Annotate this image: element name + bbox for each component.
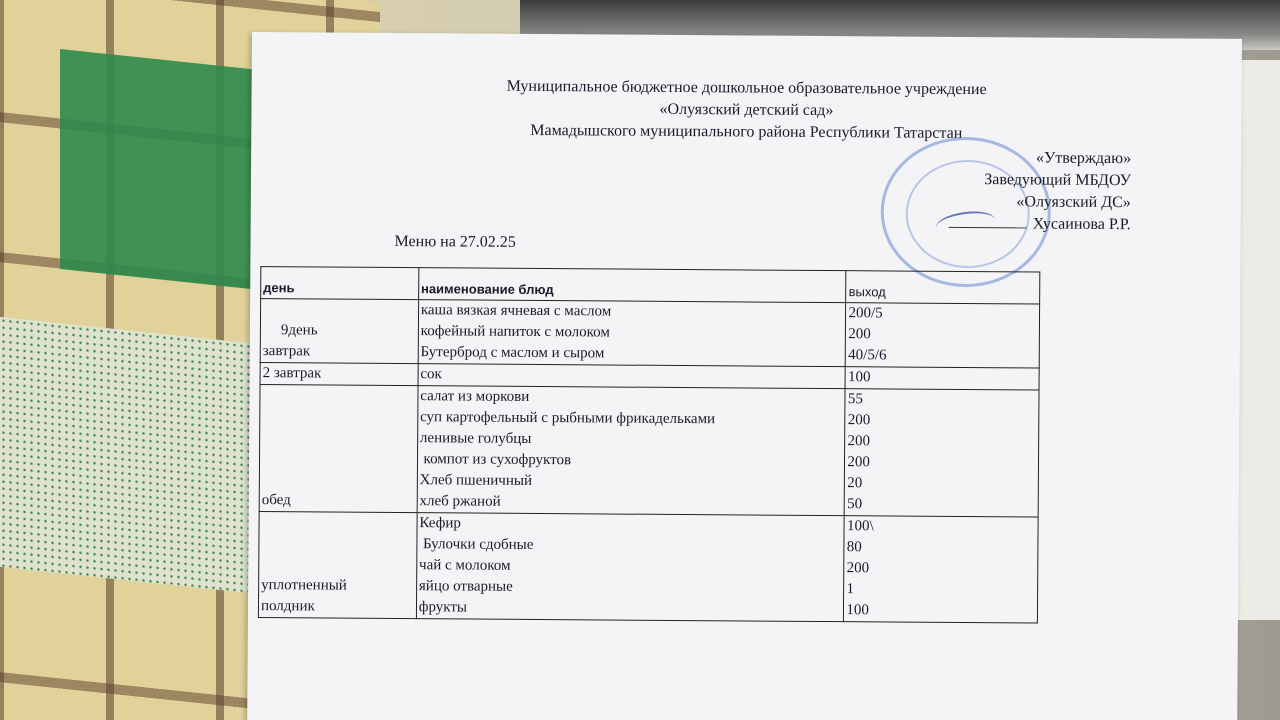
output-value: 20 [847, 475, 863, 492]
meal-line: 9день [280, 322, 318, 339]
dish-item: Хлеб пшеничный [419, 472, 533, 489]
header-day: день [261, 267, 419, 300]
header-output: выход [846, 271, 1040, 304]
folder-green-panel [60, 49, 270, 291]
approval-signer-line [949, 213, 1131, 236]
menu-table [258, 266, 1040, 623]
meal-cell [259, 385, 418, 513]
dishes-cell [417, 386, 846, 516]
output-value: 80 [846, 539, 862, 556]
menu-document [247, 32, 1242, 720]
meal-line: уплотненный [261, 577, 347, 594]
dish-item: чай с молоком [419, 557, 511, 574]
dish-item: Бутерброд с маслом и сыром [420, 344, 605, 362]
signature-line [949, 227, 1027, 229]
output-cell [845, 367, 1039, 390]
dish-item: кофейный напиток с молоком [420, 323, 610, 341]
meal-line: 2 завтрак [262, 365, 322, 382]
dish-item: Кефир [419, 515, 461, 532]
output-value: 1 [846, 581, 855, 598]
output-value: 100 [846, 602, 869, 619]
output-value: 200 [847, 454, 870, 471]
header-line-1: Муниципальное бюджетное дошкольное образовательное учреждение [506, 77, 987, 99]
output-value: 200 [847, 433, 871, 450]
output-value: 200 [847, 412, 871, 429]
approval-line-1: «Утверждаю» [1035, 149, 1132, 168]
dishes-cell [418, 300, 846, 367]
header-dishes: наименование блюд [418, 268, 846, 303]
output-value: 100\ [846, 518, 874, 535]
approval-line-2: Заведующий МБДОУ [984, 171, 1132, 190]
dishes-cell [416, 513, 844, 622]
approval-block [949, 147, 1132, 236]
output-value: 200/5 [848, 305, 883, 322]
dish-item: каша вязкая ячневая с маслом [420, 302, 612, 320]
table-row [259, 385, 1039, 517]
meal-cell [258, 512, 417, 619]
output-value: 200 [846, 560, 870, 577]
approval-signer: Хусаинова Р.Р. [1032, 215, 1131, 234]
output-value: 55 [847, 391, 863, 408]
output-value: 40/5/6 [848, 347, 887, 364]
meal-line: завтрак [262, 343, 311, 360]
menu-title: Меню на 27.02.25 [394, 233, 516, 251]
meal-cell [260, 299, 418, 364]
folder-dotted-panel [0, 317, 250, 593]
output-cell [846, 303, 1040, 368]
meal-line: обед [261, 492, 291, 509]
dish-item: ленивые голубцы [419, 430, 532, 447]
dish-item: салат из моркови [420, 388, 530, 405]
meal-cell [260, 363, 418, 386]
table-header-row [261, 267, 1040, 304]
output-value: 200 [848, 326, 871, 343]
meal-line: полдник [260, 598, 315, 615]
institution-header [251, 74, 1241, 147]
header-line-2: «Олуязский детский сад» [659, 100, 834, 120]
output-value: 100 [847, 369, 871, 386]
dish-item: сок [420, 366, 442, 383]
table-row [260, 299, 1039, 368]
table-row [258, 512, 1038, 623]
dish-item: компот из сухофруктов [419, 451, 572, 469]
dish-item: хлеб ржаной [419, 493, 501, 510]
dish-item: суп картофельный с рыбными фрикадельками [420, 409, 716, 428]
dishes-cell [418, 364, 846, 389]
output-value: 50 [847, 496, 863, 513]
dish-item: фрукты [418, 599, 468, 616]
dish-item: яйцо отварные [418, 578, 513, 595]
output-cell [844, 516, 1038, 623]
header-line-3: Мамадышского муниципального района Республики Татарстан [530, 121, 963, 142]
approval-line-3: «Олуязский ДС» [1016, 193, 1131, 212]
output-cell [845, 389, 1039, 517]
dish-item: Булочки сдобные [419, 536, 534, 553]
